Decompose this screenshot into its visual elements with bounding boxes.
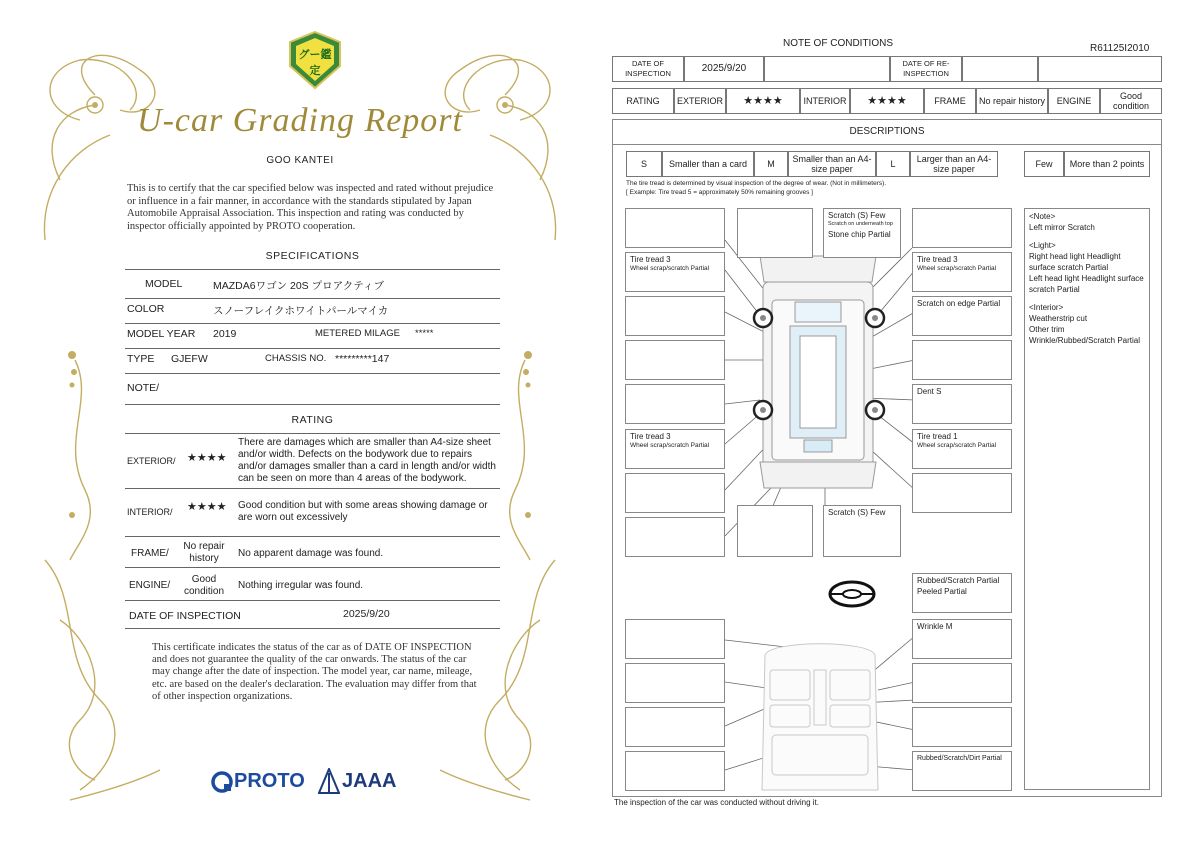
damage-box [625,384,725,424]
box-subtitle: Wheel scrap/scratch Partial [630,265,710,272]
type-value: GJEFW [171,353,208,365]
box-title: Rubbed/Scratch/Dirt Partial [917,755,1002,762]
damage-box-wrinkle [912,619,1012,659]
proto-brand: PROTO [234,770,305,792]
color-label: COLOR [127,303,165,315]
damage-box [625,340,725,380]
rating-heading: RATING [291,414,334,426]
frame-label: FRAME [924,88,976,114]
specifications-heading: SPECIFICATIONS [265,250,360,262]
legend-m: M [754,151,788,177]
inspection-footnote: The inspection of the car was conducted without driving it. [614,798,819,807]
interior-label: INTERIOR [800,88,850,114]
exterior-label: EXTERIOR [674,88,726,114]
damage-box [625,751,725,791]
damage-box-dent [912,384,1012,424]
model-year-label: MODEL YEAR [127,328,196,340]
light-heading: <Light> [1029,241,1056,250]
model-year-value: 2019 [213,328,237,340]
damage-box [625,707,725,747]
frame-description: No apparent damage was found. [238,548,384,559]
interior-item: Other trim [1029,325,1065,334]
spec-row-model [125,278,500,299]
jaaa-brand: JAAA [342,770,397,792]
steering-wheel-icon [830,582,874,606]
date-reinspection-label: DATE OF RE-INSPECTION [890,56,962,82]
damage-box [625,517,725,557]
tire-note-1: The tire tread is determined by visual inspection of the degree of wear. (Not in millimeters). [626,180,887,187]
rating-row-interior [125,496,500,537]
model-label: MODEL [145,278,183,290]
date-inspection-label: DATE OF INSPECTION [612,56,684,82]
rating-row-engine [125,573,500,601]
legend-s: S [626,151,662,177]
damage-box-left-front-tire [625,252,725,292]
box-extra: Stone chip Partial [828,230,891,239]
damage-box-rear-center [823,505,901,557]
note-of-conditions-form [600,0,1200,848]
damage-box-front-mid [737,208,813,258]
box-title: Tire tread 3 [630,255,671,264]
damage-box-right-rear-tire [912,429,1012,469]
box-title: Tire tread 3 [917,255,958,264]
exterior-stars: ★★★★ [726,88,800,114]
damage-box-rear-mid [737,505,813,557]
box-title: Scratch (S) Few [828,211,886,220]
box-title: Rubbed/Scratch Partial [917,576,1000,585]
damage-box [912,340,1012,380]
chassis-value: *********147 [335,353,390,365]
issuer-name: GOO KANTEI [266,155,334,166]
damage-box-right-edge [912,296,1012,336]
exterior-label: EXTERIOR/ [127,456,176,466]
rating-row-exterior [125,436,500,489]
damage-box-rear-seat [912,751,1012,791]
interior-item: Wrinkle/Rubbed/Scratch Partial [1029,336,1141,345]
box-subtitle: Scratch on underneath top [828,221,893,227]
damage-box [912,663,1012,703]
frame-value: No repair history [976,88,1048,114]
descriptions-heading: DESCRIPTIONS [612,119,1162,145]
interior-stars: ★★★★ [850,88,924,114]
spec-row-color [125,303,500,324]
model-value: MAZDA6ワゴン 20S プロアクティブ [213,280,384,292]
date-label: DATE OF INSPECTION [129,610,241,622]
conditions-heading: NOTE OF CONDITIONS [783,38,893,49]
damage-box-steering [912,573,1012,613]
engine-description: Nothing irregular was found. [238,580,364,591]
date-value: 2025/9/20 [343,608,390,620]
light-item: Right head light Headlight surface scratch Partial [1029,252,1121,272]
damage-box [625,663,725,703]
engine-label: ENGINE/ [129,580,171,591]
interior-description: Good condition but with some areas showing damage or are worn out excessively [238,500,488,523]
damage-box [625,619,725,659]
exterior-stars: ★★★★ [187,452,227,464]
certificate-footer: This certificate indicates the status of the car as of DATE OF INSPECTION and does not guarantee the quality of the car onwards. The status of the car may change after the date of inspection. The model year, car name, mileage, etc. are based on the dealer's declaration. The evaluation may differ from that of other inspection organizations. [152,642,477,702]
proto-logo-icon [210,770,234,794]
legend-s-text: Smaller than a card [662,151,754,177]
exterior-description: There are damages which are smaller than A4-size sheet and/or width. Defects on the bodywork due to repairs and/or damages smaller than a card in length and/or width can be seen on more than 4 areas of the bodywork. [238,437,496,484]
note-heading: <Note> [1029,212,1056,221]
box-title: Dent S [917,387,942,396]
damage-box-front-left [625,208,725,248]
legend-m-text: Smaller than an A4-size paper [788,151,876,177]
box-title: Tire tread 1 [917,432,958,441]
interior-heading: <Interior> [1029,303,1064,312]
legend-few-text: More than 2 points [1064,151,1150,177]
damage-box-right-front-tire [912,252,1012,292]
logo-text: グー鑑定 [298,49,332,77]
report-title: U-car Grading Report [137,102,463,139]
note-item: Left mirror Scratch [1029,223,1095,232]
report-id: R61125I2010 [1090,43,1150,54]
engine-value: Good condition [1100,88,1162,114]
jaaa-logo-icon [318,768,340,794]
box-title: Wrinkle M [917,622,953,631]
goo-kantei-logo [286,30,344,90]
damage-box [912,473,1012,513]
spec-row-note [125,382,500,405]
note-label: NOTE/ [127,382,160,394]
interior-label: INTERIOR/ [127,507,173,517]
legend-l: L [876,151,910,177]
rating-row-frame [125,540,500,568]
damage-box [625,296,725,336]
rating-row-date [125,608,500,629]
light-item: Left head light Headlight surface scratch Partial [1029,274,1144,294]
damage-box [625,473,725,513]
box-subtitle: Wheel scrap/scratch Partial [917,442,997,449]
interior-item: Weatherstrip cut [1029,314,1088,323]
engine-value: Good condition [183,574,225,597]
color-value: スノーフレイクホワイトパールマイカ [213,305,389,317]
damage-box [912,707,1012,747]
box-title: Scratch on edge Partial [917,299,1001,308]
chassis-label: CHASSIS NO. [265,353,327,364]
interior-stars: ★★★★ [187,501,227,513]
engine-label: ENGINE [1048,88,1100,114]
box-title: Scratch (S) Few [828,508,886,517]
notes-panel [1024,208,1150,790]
legend-few: Few [1024,151,1064,177]
box-title: Tire tread 3 [630,432,671,441]
spec-row-year [125,328,500,349]
metered-milage-label: METERED MILAGE [315,328,400,339]
legend-l-text: Larger than an A4-size paper [910,151,998,177]
damage-box-front-center [823,208,901,258]
rating-label: RATING [612,88,674,114]
box-subtitle: Wheel scrap/scratch Partial [630,442,710,449]
date-inspection-value: 2025/9/20 [684,56,764,82]
frame-label: FRAME/ [131,548,169,559]
type-label: TYPE [127,353,155,365]
damage-box [912,208,1012,248]
frame-value: No repair history [183,541,225,564]
certify-statement: This is to certify that the car specified below was inspected and rated without prejudice or influence in a fair manner, in accordance with the standards stipulated by Japan Automobile Appraisal Association. This inspection and rating was conducted by inspector officially appointed by PROTO cooperation. [127,183,494,232]
spec-row-type [125,353,500,374]
box-subtitle: Peeled Partial [917,587,967,596]
damage-box-left-rear-tire [625,429,725,469]
box-subtitle: Wheel scrap/scratch Partial [917,265,997,272]
metered-milage-value: ***** [415,328,434,339]
tire-note-2: [ Example: Tire tread 5 = approximately 50% remaining grooves ] [626,189,813,196]
